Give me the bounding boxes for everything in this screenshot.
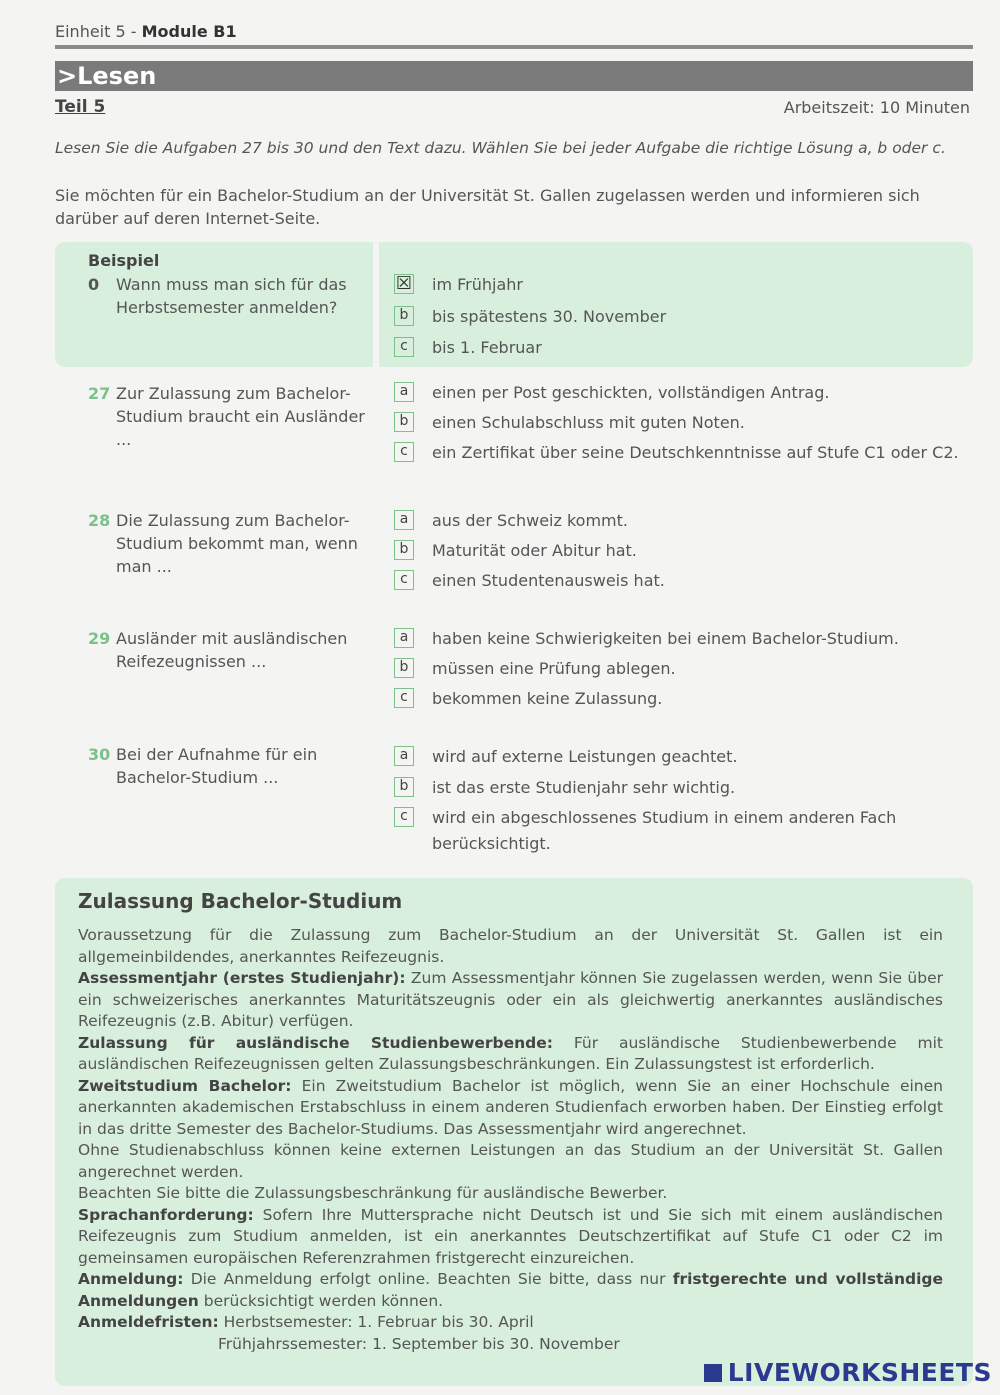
answer-checkbox[interactable]: b <box>394 777 414 797</box>
intro-text: Sie möchten für ein Bachelor-Studium an der Universität St. Gallen zugelassen werden und informieren sich darüber auf deren Internet-Seite. <box>55 186 920 228</box>
instruction: Lesen Sie die Aufgaben 27 bis 30 und den Text dazu. Wählen Sie bei jeder Aufgabe die richtige Lösung a, b oder c. <box>55 139 946 157</box>
reading-body: Voraussetzung für die Zulassung zum Bachelor-Studium an der Universität St. Gallen ist ein allgemeinbildendes, anerkanntes Reifezeugnis. Assessmentjahr (erstes Studienjahr): Zum Assessmentjahr können Sie zugelassen werden, wenn Sie über ein schweizerisches anerkanntes Maturitätszeugnis oder ein als gleichwertig anerkanntes ausländisches Reifezeugnis (z.B. Abitur) verfügen. Zulassung für ausländische Studienbewerbende: Für ausländische Studienbewerbende mit ausländischen Reifezeugnissen gelten Zulassungsbeschränkungen. Ein Zulassungstest ist erforderlich. Zweitstudium Bachelor: Ein Zweitstudium Bachelor ist möglich, wenn Sie an einer Hochschule einen anerkannten akademischen Erstabschluss in einem anderen Studienfach erworben haben. Der Einstieg erfolgt in das dritte Semester des Bachelor-Studiums. Das Assessmentjahr wird angerechnet. Ohne Studienabschluss können keine externen Leistungen an das Studium an der Universität St. Gallen angerechnet werden. Beachten Sie bitte die Zulassungsbeschränkung für ausländische Bewerber. Sprachanforderung: Sofern Ihre Muttersprache nicht Deutsch ist und Sie sich mit einem ausländischen Reifezeugnis zum Studium anmelden, ist ein anerkanntes Deutschzertifikat auf Stufe C1 oder C2 im gemeinsamen europäischen Referenzrahmen fristgerecht einzureichen. Anmeldung: Die Anmeldung erfolgt online. Beachten Sie bitte, dass nur fristgerechte und vollständige Anmeldungen berücksichtigt werden können. Anmeldefristen: Herbstsemester: 1. Februar bis 30. April Frühjahrssemester: 1. September bis 30. November <box>78 926 944 1353</box>
section-title: >Lesen <box>57 62 157 90</box>
answer-checkbox[interactable]: c <box>394 570 414 590</box>
answer-checkbox[interactable]: a <box>394 628 414 648</box>
answer-checkbox[interactable]: a <box>394 510 414 530</box>
answer-checkbox[interactable]: c <box>394 807 414 827</box>
section-bar <box>55 61 973 91</box>
answer-checkbox[interactable]: b <box>394 540 414 560</box>
answer-checkbox[interactable]: c <box>394 442 414 462</box>
answer-checkbox[interactable]: a <box>394 382 414 402</box>
answer-checkbox[interactable]: c <box>394 688 414 708</box>
answer-checkbox[interactable]: b <box>394 412 414 432</box>
logo-icon <box>704 1364 722 1382</box>
header-rule <box>55 45 973 49</box>
answer-checkbox[interactable]: a <box>394 746 414 766</box>
liveworksheets-logo: LIVEWORKSHEETS <box>704 1358 992 1387</box>
example-title: Beispiel <box>88 251 160 270</box>
answer-checkbox[interactable]: b <box>394 658 414 678</box>
unit-header: Einheit 5 - Module B1 <box>55 22 237 41</box>
reading-title: Zulassung Bachelor-Studium <box>78 889 403 913</box>
part-label: Teil 5 <box>55 97 106 117</box>
checked-box-icon: ☒ <box>395 273 413 294</box>
time-label: Arbeitszeit: 10 Minuten <box>783 98 970 117</box>
